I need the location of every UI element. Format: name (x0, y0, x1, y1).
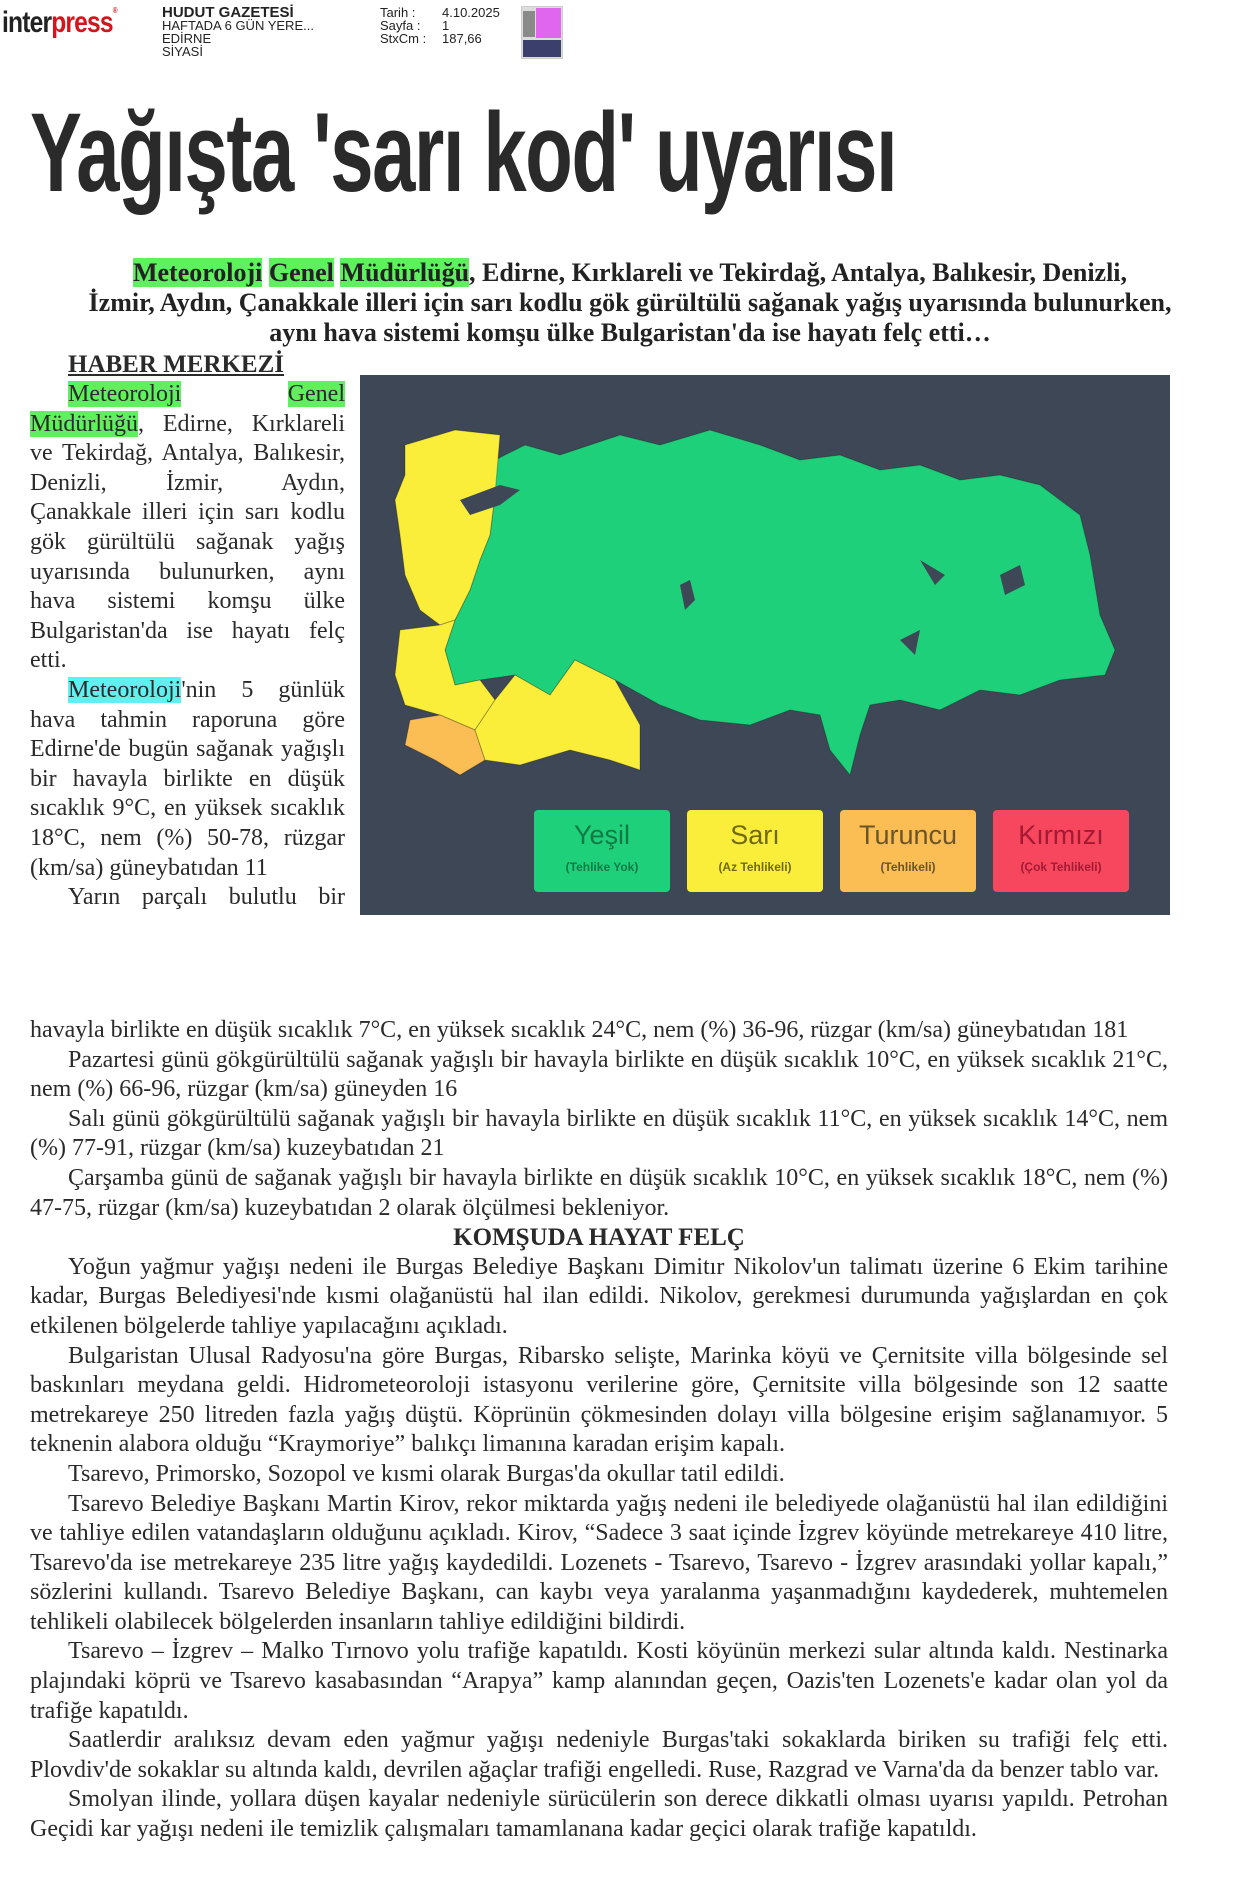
highlight: Genel (287, 381, 345, 407)
forecast-wednesday: Çarşamba günü de sağanak yağışlı bir havayla birlikte en düşük sıcaklık 10°C, en yüksek sıcaklık 18°C, nem (%) 47-75, rüzgar (km/sa) kuzeybatıdan 2 olarak ölçülmesi bekleniyor. (30, 1164, 1168, 1221)
highlight: Müdürlüğü (340, 258, 470, 287)
map-legend (534, 810, 1129, 892)
logo-part-press: press (51, 6, 113, 39)
left-column (30, 350, 345, 913)
legend-sublabel: (Çok Tehlikeli) (1020, 860, 1102, 874)
lead-text: , Edirne, Kırklareli ve Tekirdağ, Antalya, Balıkesir, Denizli, (469, 258, 1128, 287)
warning-map (360, 375, 1170, 915)
info-value: 1 (442, 18, 450, 33)
legend-orange (840, 810, 976, 892)
legend-sublabel: (Tehlikeli) (880, 860, 936, 874)
thumbnail-block (523, 11, 535, 37)
legend-label: Turuncu (858, 820, 958, 850)
clipping-info (380, 6, 500, 45)
legend-label: Yeşil (573, 820, 631, 850)
logo-part-inter: inter (2, 6, 52, 39)
publication-info (162, 6, 314, 58)
subheading: KOMŞUDA HAYAT FELÇ (453, 1224, 745, 1252)
paragraph-text: 'nin 5 günlük hava tahmin raporuna göre Edirne'de bugün sağanak yağışlı bir havayla birlikte en düşük sıcaklık 9°C, en yüksek sıcaklık 18°C, nem (%) 50-78, rüzgar (km/sa) güneybatıdan 11 (30, 676, 345, 881)
paragraph: Tsarevo – İzgrev – Malko Tırnovo yolu trafiğe kapatıldı. Kosti köyünün merkezi sular altında kaldı. Nestinarka plajındaki köprü ve Tsarevo kasabasından “Arapya” kamp alanından geçen, Oazis'ten Lozenets'e kadar olan yol da trafiğe kapatıldı. (30, 1638, 1168, 1724)
legend-label: Kırmızı (1018, 820, 1104, 850)
paragraph: Yoğun yağmur yağışı nedeni ile Burgas Belediye Başkanı Dimitır Nikolov'un talimatı üzerine 6 Ekim tarihine kadar, Burgas Belediyesi'nde kısmi olağanüstü hal ilan edildi. Nikolov, gerekmesi durumunda yağışlardan en çok etkilenen bölgelerde tahliye yapılacağını açıkladı. (30, 1253, 1168, 1339)
info-value: 4.10.2025 (442, 5, 500, 20)
legend-sublabel: (Tehlike Yok) (565, 860, 639, 874)
paragraph: Saatlerdir aralıksız devam eden yağmur yağışı nedeniyle Burgas'taki sokaklarda biriken su trafiği felç etti. Plovdiv'de sokaklar su altında kaldı, devrilen ağaçlar trafiği engelledi. Ruse, Razgrad ve Varna'da da benzer tablo var. (30, 1727, 1168, 1783)
info-key: StxCm : (380, 31, 427, 46)
highlight: Genel (268, 258, 334, 287)
info-value: 187,66 (442, 31, 482, 46)
publication-category: SİYASİ (162, 44, 203, 59)
forecast-tuesday: Salı günü gökgürültülü sağanak yağışlı bir havayla birlikte en düşük sıcaklık 11°C, en yüksek sıcaklık 14°C, nem (%) 77-91, rüzgar (km/sa) kuzeybatıdan 21 (30, 1105, 1168, 1162)
lead-paragraph (80, 258, 1180, 348)
publication-name: HUDUT GAZETESİ (162, 4, 294, 21)
lead-line: İzmir, Aydın, Çanakkale illeri için sarı kodlu gök gürültülü sağanak yağış uyarısında bulunurken, (88, 288, 1172, 317)
paragraph: Tsarevo Belediye Başkanı Martin Kirov, rekor miktarda yağış nedeni ile belediyede olağanüstü hal ilan edildiğini ve tahliye edilen vatandaşların olduğunu açıkladı. Kirov, “Sadece 3 saat içinde İzgrev köyünde metrekareye 410 litre, Tsarevo'da ise metrekareye 235 litre yağış kaydedildi. Lozenets - Tsarevo, Tsarevo - İzgrev arasındaki yollar kapalı,” sözlerini kullandı. Tsarevo Belediye Başkanı, can kaybı veya yaralanma yaşanmadığını kaydederek, muhtemelen tehlikeli olabilecek bölgelerden insanların tahliye edildiğini bildirdi. (30, 1490, 1168, 1635)
legend-sublabel: (Az Tehlikeli) (718, 860, 792, 874)
highlight: Meteoroloji (68, 381, 182, 407)
publication-frequency: HAFTADA 6 GÜN YERE... (162, 18, 314, 33)
lead-line: aynı hava sistemi komşu ülke Bulgaristan'da ise hayatı felç etti… (269, 318, 991, 347)
highlight: Müdürlüğü (30, 410, 138, 437)
publication-city: EDİRNE (162, 31, 212, 46)
tomorrow-paragraph-rest: havayla birlikte en düşük sıcaklık 7°C, en yüksek sıcaklık 24°C, nem (%) 36-96, rüzgar (km/sa) güneybatıdan 181 (30, 1017, 1129, 1043)
headline: Yağışta 'sarı kod' uyarısı (30, 90, 897, 215)
paragraph: Smolyan ilinde, yollara düşen kayalar nedeniyle sürücülerin son derece dikkatli olması uyarısı yapıldı. Petrohan Geçidi kar yağışı nedeni ile temizlik çalışmaları tamamlanana kadar geçici olarak trafiğe kapatıldı. (30, 1786, 1168, 1843)
page-thumbnail-icon[interactable] (521, 6, 563, 59)
info-key: Sayfa : (380, 18, 421, 33)
paragraph-text: , Edirne, Kırklareli ve Tekirdağ, Antalya, Balıkesir, Denizli, İzmir, Aydın, Çanakkale illeri için sarı kodlu gök gürültülü sağanak yağış uyarısında bulunurken, aynı hava sistemi komşu ülke Bulgaristan'da ise hayatı felç etti. (30, 410, 345, 674)
byline: HABER MERKEZİ (68, 351, 285, 378)
info-key: Tarih : (380, 5, 416, 20)
lead-line (80, 258, 1180, 288)
paragraph: Bulgaristan Ulusal Radyosu'na göre Burgas, Ribarsko selişte, Marinka köyü ve Çernitsite villa bölgesinde sel baskınları meydana geldi. Hidrometeoroloji istasyonu verilerine göre, Çernitsite villa bölgesinde son 12 saatte metrekareye 250 litreden fazla yağış düştü. Köprünün çökmesinden dolayı villa bölgesine erişim sağlanamıyor. 5 teknenin alabora olduğu “Kraymoriye” balıkçı limanına karadan erişim kapalı. (30, 1342, 1168, 1458)
forecast-monday: Pazartesi günü gökgürültülü sağanak yağışlı bir havayla birlikte en düşük sıcaklık 10°C, en yüksek sıcaklık 21°C, nem (%) 66-96, rüzgar (km/sa) güneyden 16 (30, 1046, 1168, 1103)
highlight: Meteoroloji (68, 676, 182, 703)
intro-paragraph (30, 380, 345, 676)
highlight: Meteoroloji (132, 258, 263, 287)
thumbnail-block (523, 40, 561, 57)
legend-green (534, 810, 670, 892)
registered-mark: ® (112, 6, 117, 15)
thumbnail-highlight (536, 8, 561, 38)
paragraph: Tsarevo, Primorsko, Sozopol ve kısmi olarak Burgas'da okullar tatil edildi. (68, 1460, 785, 1487)
legend-red (993, 810, 1129, 892)
interpress-logo (2, 6, 117, 40)
info-stxcm (380, 32, 500, 45)
tomorrow-paragraph-start: Yarın parçalı bulutlu bir (68, 884, 345, 911)
full-width-column (30, 1016, 1168, 1845)
forecast-paragraph (30, 676, 345, 883)
legend-label: Sarı (730, 820, 780, 850)
legend-yellow (687, 810, 823, 892)
